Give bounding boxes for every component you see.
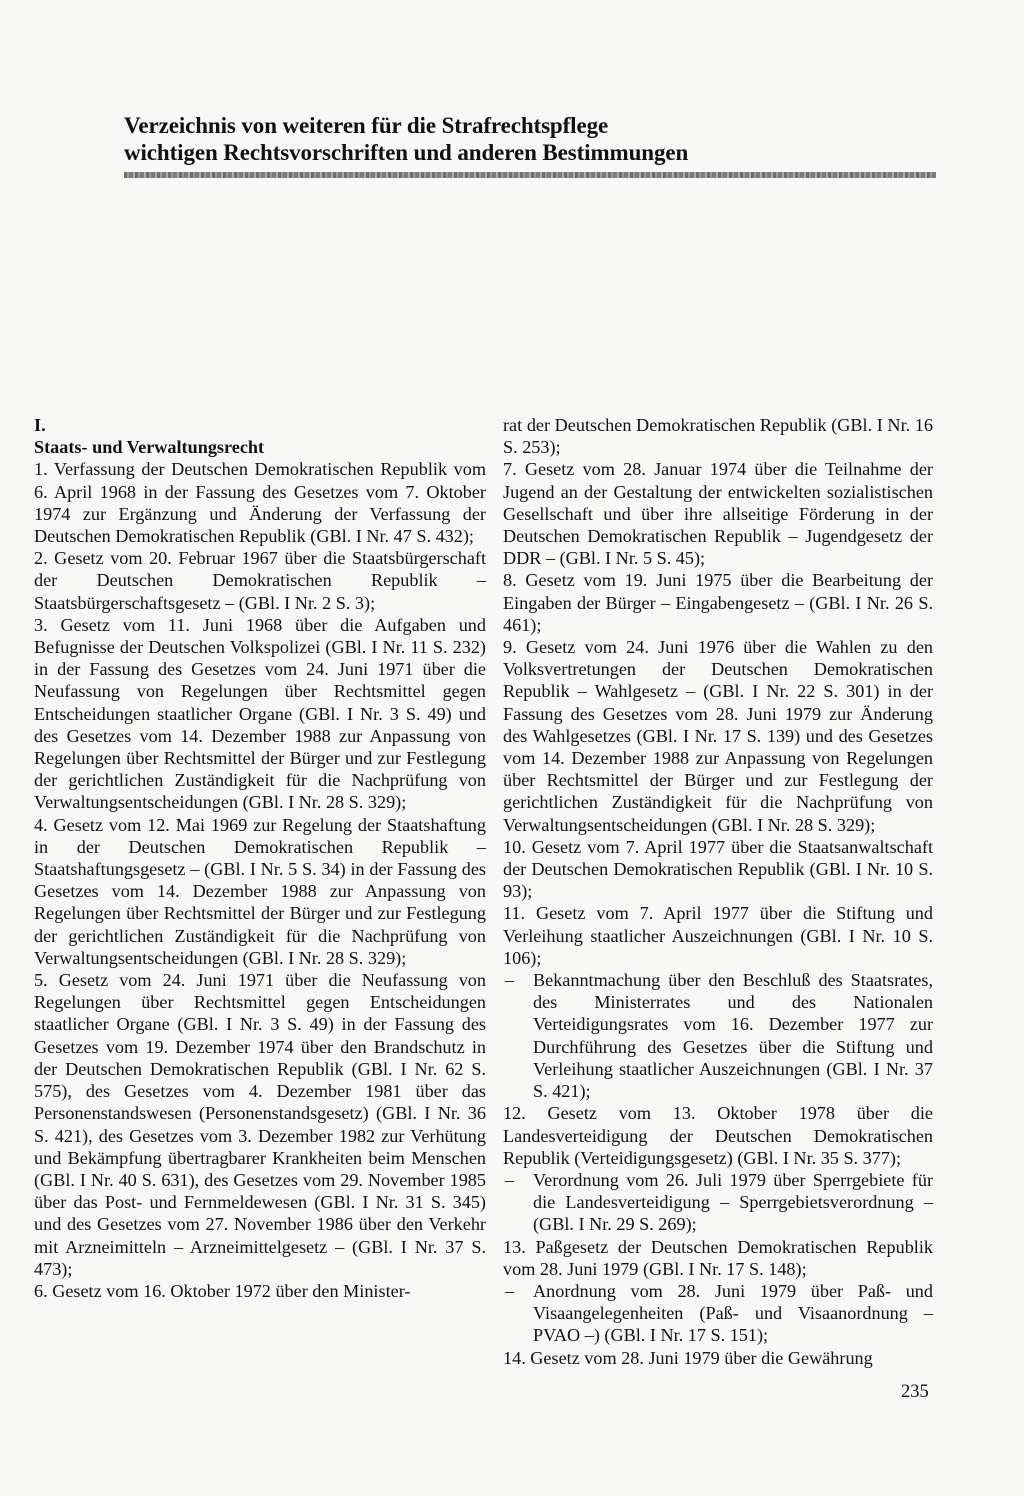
entry-6-start: 6. Gesetz vom 16. Oktober 1972 über den Minister- bbox=[34, 1280, 411, 1301]
entry-4: 4. Gesetz vom 12. Mai 1969 zur Regelung der Staatshaftung in der Deutschen Demokratischen Republik – Staatshaftungsgesetz – (GBl. I Nr. 5 S. 34) in der Fassung des Gesetzes vom 14. Dezember 1988 zur Anpassung von Regelungen über Rechtsmittel der Bürger und zur Festlegung der gerichtlichen Zuständigkeit für die Nachprüfung von Verwaltungsentscheidungen (GBl. I Nr. 28 S. 329); bbox=[34, 814, 486, 968]
entry-8: 8. Gesetz vom 19. Juni 1975 über die Bearbeitung der Eingaben der Bürger – Eingabengesetz – (GBl. I Nr. 26 S. 461); bbox=[503, 570, 933, 635]
entry-14-start: 14. Gesetz vom 28. Juni 1979 über die Gewährung bbox=[503, 1347, 873, 1368]
page-number: 235 bbox=[901, 1382, 929, 1402]
sub-entry-text: Anordnung vom 28. Juni 1979 über Paß- und Visaangelegenheiten (Paß- und Visaanordnung – PVAO –) (GBl. I Nr. 17 S. 151); bbox=[533, 1280, 933, 1346]
right-column bbox=[503, 414, 933, 1369]
title-line-1: Verzeichnis von weiteren für die Strafrechtspflege bbox=[124, 113, 609, 138]
entry-6-continued: rat der Deutschen Demokratischen Republik (GBl. I Nr. 16 S. 253); bbox=[503, 415, 933, 458]
sub-entry-12-verordnung bbox=[503, 1169, 933, 1236]
entry-12: 12. Gesetz vom 13. Oktober 1978 über die Landesverteidigung der Deutschen Demokratischen Republik (Verteidigungsgesetz) (GBl. I Nr. 35 S. 377); bbox=[503, 1103, 933, 1168]
sub-entry-13-anordnung bbox=[503, 1280, 933, 1347]
entry-11: 11. Gesetz vom 7. April 1977 über die Stiftung und Verleihung staatlicher Auszeichnungen (GBl. I Nr. 10 S. 106); bbox=[503, 903, 933, 968]
title-rule bbox=[124, 172, 936, 178]
entry-7: 7. Gesetz vom 28. Januar 1974 über die Teilnahme der Jugend an der Gestaltung der entwickelten sozialistischen Gesellschaft und über ihre allseitige Förderung in der Deutschen Demokratischen Republik – Jugendgesetz der DDR – (GBl. I Nr. 5 S. 45); bbox=[503, 459, 933, 569]
entry-3: 3. Gesetz vom 11. Juni 1968 über die Aufgaben und Befugnisse der Deutschen Volkspolizei (GBl. I Nr. 11 S. 232) in der Fassung des Gesetzes vom 24. Juni 1971 über die Neufassung von Regelungen über Rechtsmittel gegen Entscheidungen staatlicher Organe (GBl. I Nr. 3 S. 49) und des Gesetzes vom 14. Dezember 1988 zur Anpassung von Regelungen über Rechtsmittel der Bürger und zur Festlegung der gerichtlichen Zuständigkeit für die Nachprüfung von Verwaltungsentscheidungen (GBl. I Nr. 28 S. 329); bbox=[34, 614, 486, 813]
entry-1: 1. Verfassung der Deutschen Demokratischen Republik vom 6. April 1968 in der Fassung des Gesetzes vom 7. Oktober 1974 zur Ergänzung und Änderung der Verfassung der Deutschen Demokratischen Republik (GBl. I Nr. 47 S. 432); bbox=[34, 459, 486, 547]
section-heading: Staats- und Verwaltungsrecht bbox=[34, 437, 265, 458]
entry-10: 10. Gesetz vom 7. April 1977 über die Staatsanwaltschaft der Deutschen Demokratischen Republik (GBl. I Nr. 10 S. 93); bbox=[503, 836, 933, 902]
sub-entry-text: Bekanntmachung über den Beschluß des Staatsrates, des Ministerrates und des Nationalen Verteidigungsrates vom 16. Dezember 1977 zur Durchführung des Gesetzes über die Stiftung und Verleihung staatlicher Auszeichnungen (GBl. I Nr. 37 S. 421); bbox=[533, 970, 933, 1102]
entry-2: 2. Gesetz vom 20. Februar 1967 über die Staatsbürgerschaft der Deutschen Demokratischen Republik – Staatsbürgerschaftsgesetz – (GBl. I Nr. 2 S. 3); bbox=[34, 548, 486, 613]
dash-marker: – bbox=[505, 1169, 515, 1190]
left-column bbox=[34, 414, 486, 1302]
dash-marker: – bbox=[505, 970, 515, 991]
sub-entry-11-bekanntmachung bbox=[503, 969, 933, 1102]
sub-entry-text: Verordnung vom 26. Juli 1979 über Sperrgebiete für die Landesverteidigung – Sperrgebietsverordnung – (GBl. I Nr. 29 S. 269); bbox=[533, 1169, 933, 1235]
entry-5: 5. Gesetz vom 24. Juni 1971 über die Neufassung von Regelungen über Rechtsmittel gegen Entscheidungen staatlicher Organe (GBl. I Nr. 3 S. 49) in der Fassung des Gesetzes vom 19. Dezember 1974 über den Brandschutz in der Deutschen Demokratischen Republik (GBl. I Nr. 62 S. 575), des Gesetzes vom 4. Dezember 1981 über das Personenstandswesen (Personenstandsgesetz) (GBl. I Nr. 36 S. 421), des Gesetzes vom 3. Dezember 1982 zur Verhütung und Bekämpfung übertragbarer Krankheiten beim Menschen (GBl. I Nr. 40 S. 631), des Gesetzes vom 29. November 1985 über das Post- und Fernmeldewesen (GBl. I Nr. 31 S. 345) und des Gesetzes vom 27. November 1986 über den Verkehr mit Arzneimitteln – Arzneimittelgesetz – (GBl. I Nr. 37 S. 473); bbox=[34, 970, 486, 1279]
title-line-2: wichtigen Rechtsvorschriften und anderen Bestimmungen bbox=[124, 140, 689, 165]
entry-9: 9. Gesetz vom 24. Juni 1976 über die Wahlen zu den Volksvertretungen der Deutschen Demokratischen Republik – Wahlgesetz – (GBl. I Nr. 22 S. 301) in der Fassung des Gesetzes vom 28. Juni 1979 zur Änderung des Wahlgesetzes (GBl. I Nr. 17 S. 139) und des Gesetzes vom 14. Dezember 1988 zur Anpassung von Regelungen über Rechtsmittel der Bürger und zur Festlegung der gerichtlichen Zuständigkeit für die Nachprüfung von Verwaltungsentscheidungen (GBl. I Nr. 28 S. 329); bbox=[503, 637, 933, 835]
section-number: I. bbox=[34, 415, 46, 435]
dash-marker: – bbox=[505, 1280, 515, 1301]
entry-13: 13. Paßgesetz der Deutschen Demokratischen Republik vom 28. Juni 1979 (GBl. I Nr. 17 S. 148); bbox=[503, 1236, 933, 1279]
page-title bbox=[124, 112, 944, 166]
